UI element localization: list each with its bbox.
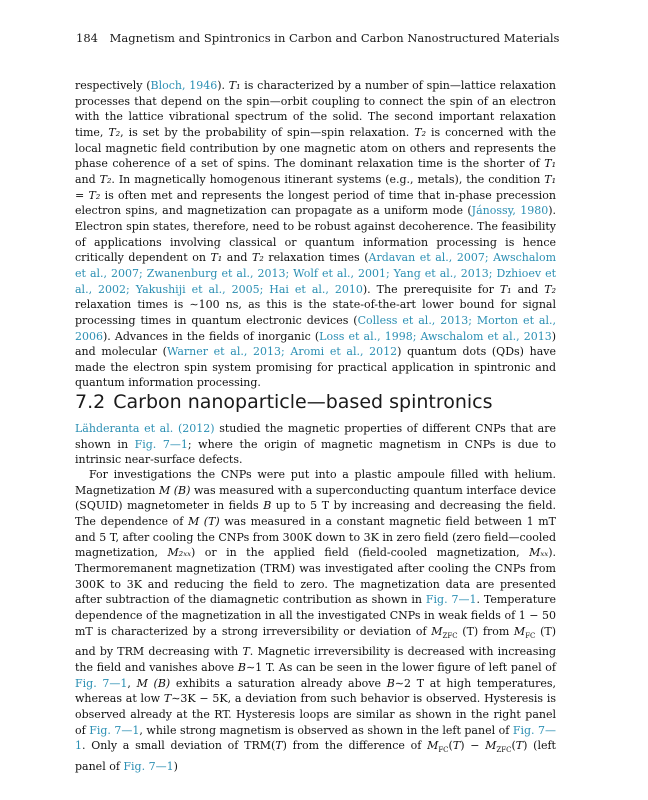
body-paragraph-1 [75,78,556,391]
running-title: Magnetism and Spintronics in Carbon and Carbon Nanostructured Materials [109,31,560,45]
math-symbol: T [515,739,524,753]
citation-link[interactable]: Fig. 7—1 [75,676,128,690]
text-run: ∼3K − 5K, a deviation from such behavior is observed. Hysteresis is observed already at the RT. Hysteresis loops are similar as shown in the right panel of [75,692,556,737]
section-title: Carbon nanoparticle—based spintronics [113,391,493,413]
subscript: FC [525,631,536,640]
citation-link[interactable]: Jánossy, 1980 [471,204,549,218]
math-symbol: T₂ [252,251,264,265]
section-heading [75,391,493,413]
math-symbol: T₁ [210,251,223,265]
math-symbol: M₂ₓₓ [167,546,192,560]
math-symbol: T₁ [499,282,512,296]
citation-link[interactable]: Fig. 7—1 [75,723,557,753]
math-symbol: M (T) [187,514,220,528]
text-run: ) quantum dots (QDs) have made the electron spin system promising for practical application in spintronic and quantum information processing. [75,345,556,390]
math-symbol: $M_{FC}$ [427,739,449,755]
math-symbol: T₂ [99,172,112,186]
text-run: ( [448,739,453,753]
math-symbol: Mₓₓ [529,546,549,560]
text-run: was measured in a constant magnetic field between 1 mT and 5 T, after cooling the CNPs from 300K down to 3K in zero field (zero field—cooled magnetization, [75,514,556,560]
citation-link[interactable]: Warner et al., 2013; Aromi et al., 2012 [166,345,398,359]
text-run: . Only a small deviation of TRM( [82,739,276,753]
text-run: ). [217,79,229,92]
citation-link[interactable]: Fig. 7—1 [425,593,477,607]
body-paragraph-2 [75,421,556,468]
text-run: ) and molecular ( [75,329,556,359]
text-run: ) or in the applied field (field-cooled magnetization, [191,546,530,560]
citation-link[interactable]: Lähderanta et al. (2012) [75,422,215,435]
text-run: , while strong magnetism is observed as shown in the left panel of [139,723,513,737]
math-symbol: T₁ [544,157,556,171]
text-run: ∼1 T. As can be seen in the lower figure of left panel of [245,661,557,675]
math-symbol: T₁ = T₂ [75,172,556,202]
math-symbol: $M_{ZFC}$ [485,739,512,755]
math-symbol: T [452,739,461,753]
citation-link[interactable]: Ardavan et al., 2007; Awschalom et al., 2007; Zwanenburg et al., 2013; Wolf et al., 2001; Yang et al., 2013; Dzhioev et al., 2002; Yakushiji et al., 2005; Hai et al., 2010 [75,251,557,296]
text-run: relaxation times ( [263,251,369,265]
section-number: 7.2 [75,391,106,413]
subscript: ZFC [442,631,458,640]
text-run: ) (left panel of [75,739,556,774]
text-run: ) from the difference of [282,739,428,753]
text-run: up to 5 T by increasing and decreasing the field. The dependence of [75,499,556,528]
text-run: , [127,676,137,690]
math-symbol: B [237,661,246,675]
text-run: relaxation times is ∼100 ns, as this is the state-of-the-art lower bound for signal processing times in quantum electronic devices ( [75,298,556,327]
citation-link[interactable]: Fig. 7—1 [123,760,174,774]
subscript: FC [438,746,449,755]
text-run: , is set by the probability of spin—spin relaxation. [120,125,415,139]
math-symbol: M (B) [136,676,171,690]
text-run: is concerned with the local magnetic field contribution by one magnetic atom on others and represents the phase coherence of a set of spins. The dominant relaxation time is the shorter of [75,125,557,171]
math-symbol: T₂ [544,282,556,296]
text-run: (T) and by TRM decreasing with [75,624,556,659]
text-run: ∼2 T at high temperatures, whereas at low [75,676,556,706]
text-run: respectively ( [75,79,151,92]
text-run: . Magnetic irreversibility is decreased with increasing the field and vanishes above [75,645,556,675]
math-symbol: $M_{ZFC}$ [431,624,458,640]
citation-link[interactable]: Loss et al., 1998; Awschalom et al., 2013 [319,329,552,343]
text-run: was measured with a superconducting quantum interface device (SQUID) magnetometer in fields [75,483,556,513]
citation-link[interactable]: Fig. 7—1 [134,437,188,451]
text-run: is characterized by a number of spin—lattice relaxation processes that depend on the spin—orbit coupling to connect the spin of an electron with the lattice vibrational spectrum of the solid. The second important relaxation time, [75,79,556,139]
math-symbol: $M_{FC}$ [513,624,536,640]
text-run: ) [173,760,178,774]
math-symbol: T [163,692,172,706]
citation-link[interactable]: Bloch, 1946 [150,79,218,92]
text-run: ). Electron spin states, therefore, need to be robust against decoherence. The feasibility of applications involving classical or quantum information processing is hence critically dependent on [75,204,556,265]
text-run: ; where the origin of magnetic magnetism in CNPs is due to intrinsic near-surface defects. [75,437,557,467]
text-run: ). The prerequisite for [362,282,500,296]
math-symbol: T₁ [228,79,241,92]
text-run: ( [511,739,516,753]
math-symbol: T [275,739,283,753]
text-run: ) − [460,739,486,753]
page-number: 184 [76,31,98,45]
math-symbol: T [242,645,250,659]
text-run: ). Thermoremanent magnetization (TRM) was investigated after cooling the CNPs from 300K to 3K and reducing the field to zero. The magnetization data are presented after subtraction of the diamagnetic contribution as shown in [75,546,556,607]
math-symbol: T₂ [414,125,427,139]
text-run: (T) from [457,624,514,638]
text-run: and [222,251,253,265]
subscript: ZFC [496,746,512,755]
citation-link[interactable]: Colless et al., 2013; Morton et al., 2006 [75,313,556,343]
text-run: . Temperature dependence of the magnetization in all the investigated CNPs in weak fields of 1 − 50 mT is characterized by a strong irreversibility or deviation of [75,593,556,638]
body-paragraph-3 [75,467,556,775]
math-symbol: B [263,499,272,513]
text-run: is often met and represents the longest period of time that in-phase precession electron spins, and magnetization can propagate as a uniform mode ( [75,188,556,218]
text-run: For investigations the CNPs were put into a plastic ampoule filled with helium. Magnetization [75,468,556,497]
citation-link[interactable]: Fig. 7—1 [89,723,140,737]
math-symbol: T₂ [108,125,121,139]
text-run: and [75,172,100,186]
running-header [76,31,576,45]
math-symbol: B [386,676,395,690]
text-run: . In magnetically homogenous itinerant systems (e.g., metals), the condition [111,172,545,186]
math-symbol: M (B) [158,483,191,497]
text-run: ). Advances in the fields of inorganic ( [103,329,320,343]
text-run: studied the magnetic properties of different CNPs that are shown in [75,422,557,451]
text-run: exhibits a saturation already above [170,676,387,690]
text-run: and [511,282,545,296]
